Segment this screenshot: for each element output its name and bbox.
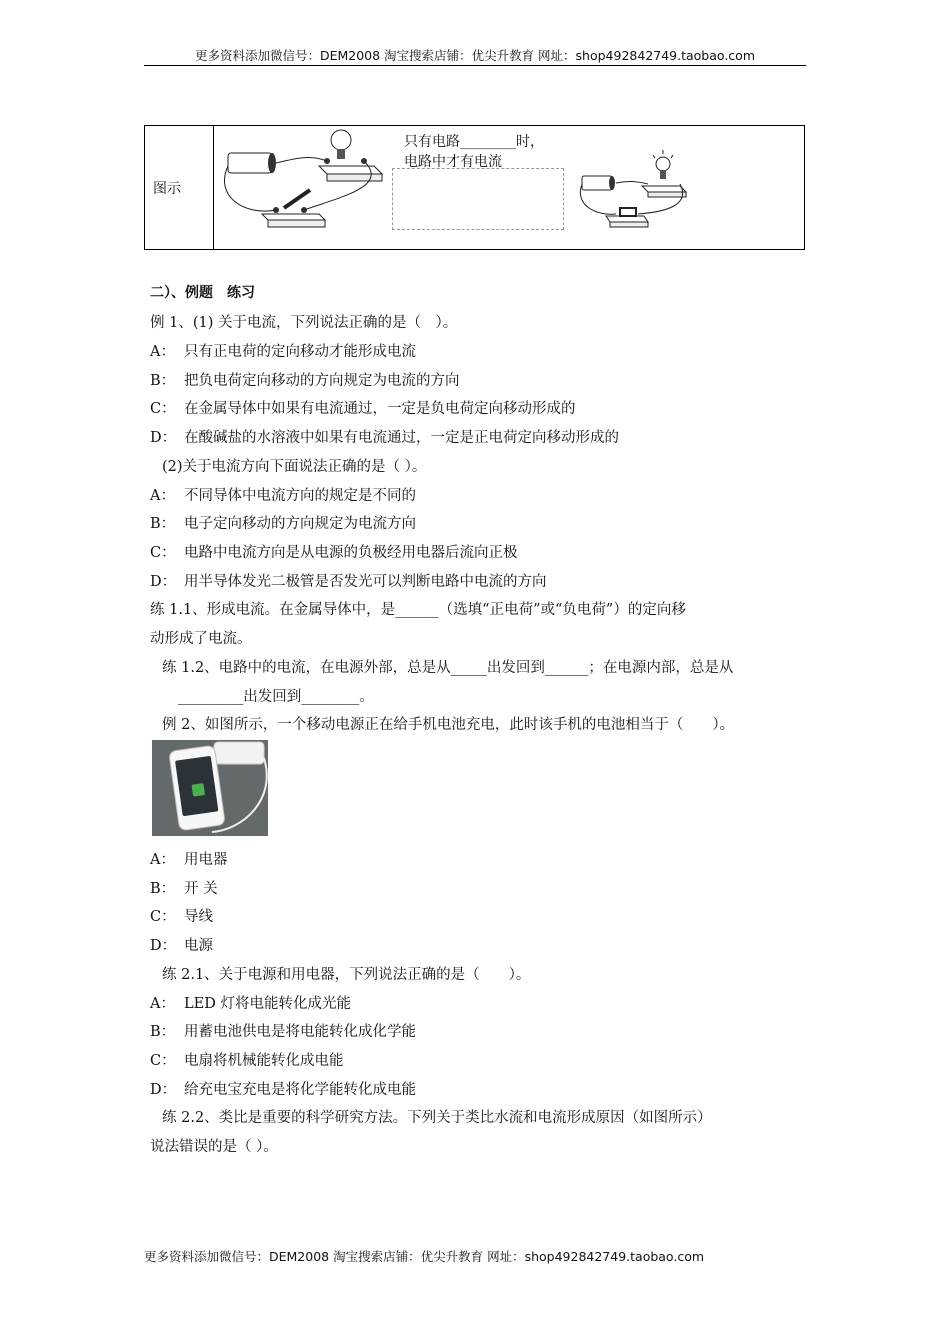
ex1-q1-opt-c: C： 在金属导体中如果有电流通过，一定是负电荷定向移动形成的 <box>150 401 576 417</box>
ex2-opt-a: A： 用电器 <box>150 852 228 868</box>
ex1-q2-opt-b: B： 电子定向移动的方向规定为电流方向 <box>150 516 416 532</box>
section-title: 二）、例题 练习 <box>150 285 255 301</box>
figure-table <box>144 125 805 250</box>
ex1-q2-opt-c: C： 电路中电流方向是从电源的负极经用电器后流向正极 <box>150 545 518 561</box>
page-footer: 更多资料添加微信号：DEM2008 淘宝搜索店铺：优尖升教育 网址：shop492842749.taobao.com <box>144 1249 705 1264</box>
ex1-q1: 例 1、(1) 关于电流，下列说法正确的是（ ）。 <box>150 315 458 331</box>
ex1-q1-opt-d: D： 在酸碱盐的水溶液中如果有电流通过，一定是正电荷定向移动形成的 <box>150 430 619 446</box>
figure-cell <box>214 126 805 250</box>
ex2-opt-c: C： 导线 <box>150 909 213 925</box>
practice-2-1-question: 练 2.1、关于电源和用电器，下列说法正确的是（ ）。 <box>162 967 531 983</box>
page-header: 更多资料添加微信号：DEM2008 淘宝搜索店铺：优尖升教育 网址：shop492842749.taobao.com <box>194 48 756 63</box>
figure-label: 图示 <box>145 126 214 250</box>
blank-note: 只有电路________时， 电路中才有电流 <box>404 134 544 170</box>
practice-2-1-opt-c: C： 电扇将机械能转化成电能 <box>150 1053 344 1069</box>
header-rule <box>144 65 806 66</box>
ex2-opt-b: B： 开 关 <box>150 881 218 897</box>
practice-2-2-line1: 练 2.2、类比是重要的科学研究方法。下列关于类比水流和电流形成原因（如图所示） <box>162 1110 712 1126</box>
ex1-q2-opt-a: A： 不同导体中电流方向的规定是不同的 <box>150 488 416 504</box>
practice-2-1-opt-b: B： 用蓄电池供电是将电能转化成化学能 <box>150 1024 416 1040</box>
ex1-q2-opt-d: D： 用半导体发光二极管是否发光可以判断电路中电流的方向 <box>150 574 547 590</box>
phone-charging-photo <box>152 740 268 836</box>
answer-box <box>392 168 564 230</box>
ex1-q2: (2)关于电流方向下面说法正确的是（ ）。 <box>162 459 427 475</box>
ex2-question: 例 2、如图所示，一个移动电源正在给手机电池充电，此时该手机的电池相当于（ ）。 <box>162 717 735 733</box>
practice-1-2-line2: _________出发回到________。 <box>178 689 374 705</box>
practice-1-1-line2: 动形成了电流。 <box>150 631 252 647</box>
ex1-q1-opt-b: B： 把负电荷定向移动的方向规定为电流的方向 <box>150 373 460 389</box>
practice-1-2-line1: 练 1.2、电路中的电流，在电源外部，总是从_____出发回到______；在电源内部，总是从 <box>162 660 734 676</box>
circuit-diagram-right <box>576 150 716 250</box>
practice-2-1-opt-d: D： 给充电宝充电是将化学能转化成电能 <box>150 1082 416 1098</box>
ex2-opt-d: D： 电源 <box>150 938 213 954</box>
practice-2-2-line2: 说法错误的是（ ）。 <box>150 1139 278 1155</box>
practice-1-1-line1: 练 1.1、形成电流。在金属导体中，是______（选填“正电荷”或“负电荷”）的定向移 <box>150 602 686 618</box>
ex1-q1-opt-a: A： 只有正电荷的定向移动才能形成电流 <box>150 344 416 360</box>
practice-2-1-opt-a: A： LED 灯将电能转化成光能 <box>150 996 351 1012</box>
